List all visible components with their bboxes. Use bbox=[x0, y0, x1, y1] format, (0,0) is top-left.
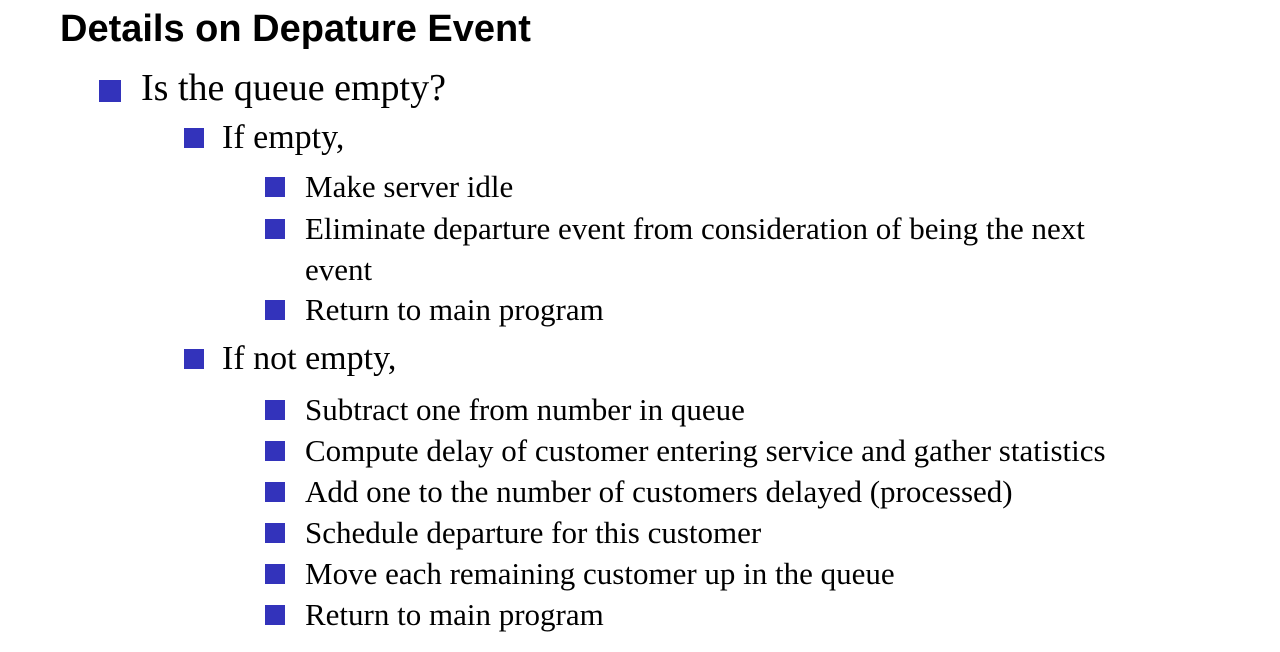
square-bullet-icon bbox=[265, 400, 285, 420]
bullet-text: Is the queue empty? bbox=[141, 67, 446, 109]
square-bullet-icon bbox=[265, 441, 285, 461]
bullet-text: If empty, bbox=[222, 119, 345, 156]
bullet-text: Compute delay of customer entering service and gather statistics bbox=[305, 433, 1106, 468]
square-bullet-icon bbox=[99, 80, 121, 102]
bullet-text: Move each remaining customer up in the queue bbox=[305, 556, 895, 591]
bullet-text: Add one to the number of customers delayed (processed) bbox=[305, 474, 1013, 509]
square-bullet-icon bbox=[265, 177, 285, 197]
bullet-text-continuation: event bbox=[305, 252, 373, 287]
bullet-text: Return to main program bbox=[305, 292, 604, 327]
bullet-text: Schedule departure for this customer bbox=[305, 515, 762, 550]
square-bullet-icon bbox=[265, 300, 285, 320]
square-bullet-icon bbox=[184, 128, 204, 148]
bullet-text: Eliminate departure event from consideration of being the next bbox=[305, 211, 1085, 246]
square-bullet-icon bbox=[184, 349, 204, 369]
bullet-text: Make server idle bbox=[305, 169, 514, 204]
square-bullet-icon bbox=[265, 523, 285, 543]
square-bullet-icon bbox=[265, 564, 285, 584]
bullet-text: If not empty, bbox=[222, 340, 397, 377]
square-bullet-icon bbox=[265, 482, 285, 502]
square-bullet-icon bbox=[265, 219, 285, 239]
square-bullet-icon bbox=[265, 605, 285, 625]
bullet-text: Subtract one from number in queue bbox=[305, 392, 745, 427]
bullet-text: Return to main program bbox=[305, 597, 604, 632]
slide-title: Details on Depature Event bbox=[60, 8, 531, 50]
